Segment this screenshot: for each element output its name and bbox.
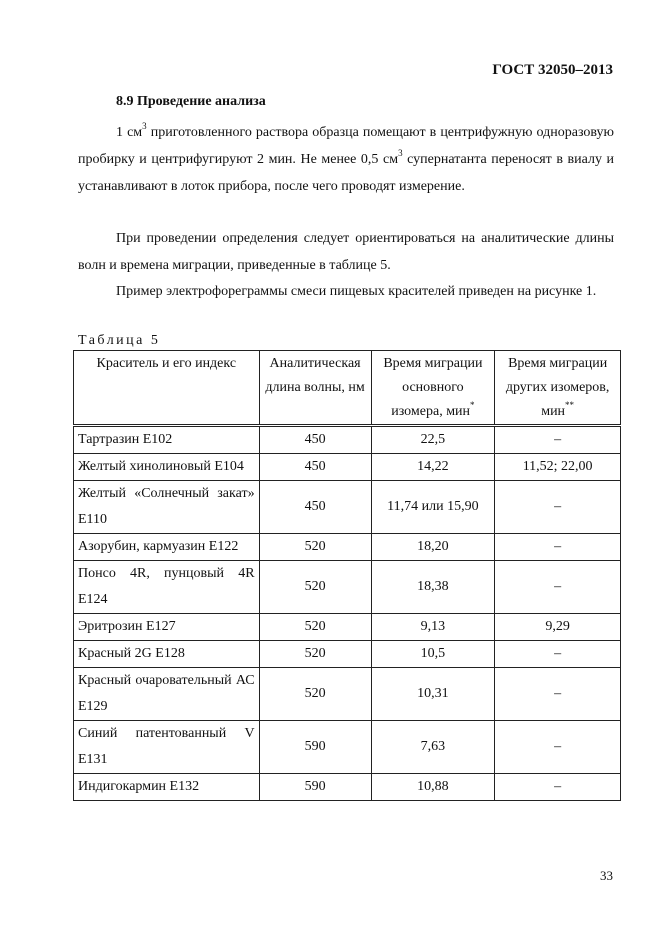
cell-wavelength: 520 [259, 561, 371, 614]
cell-other-migration: – [495, 668, 621, 721]
cell-wavelength: 450 [259, 454, 371, 481]
cell-main-migration: 18,20 [371, 534, 495, 561]
cell-other-migration: – [495, 774, 621, 801]
table-row [74, 561, 621, 614]
table-row [74, 426, 621, 454]
cell-main-migration: 10,88 [371, 774, 495, 801]
cell-main-migration: 10,5 [371, 641, 495, 668]
page-number: 33 [600, 868, 613, 883]
cell-other-migration: – [495, 721, 621, 774]
cell-main-migration: 22,5 [371, 426, 495, 454]
cell-dye: Эритрозин Е127 [74, 614, 260, 641]
cell-wavelength: 520 [259, 534, 371, 561]
cell-wavelength: 520 [259, 614, 371, 641]
table-row [74, 454, 621, 481]
cell-wavelength: 590 [259, 721, 371, 774]
cell-dye: Понсо 4R, пунцовый 4R Е124 [74, 561, 260, 614]
cell-dye: Синий патентованный V Е131 [74, 721, 260, 774]
cell-main-migration: 18,38 [371, 561, 495, 614]
paragraph-electropherogram: Пример электрофореграммы смеси пищевых красителей приведен на рисунке 1. [116, 284, 597, 299]
table-row [74, 721, 621, 774]
paragraph-sample-prep: 1 $см^3$ приготовленного раствора образца помещают в центрифужную одноразовую пробирку и центрифугируют 2 мин. Не менее 0,5 $см^3$ супернатанта переносят в виалу и устанавливают в лоток прибора, после чего проводят измерение. [78, 121, 614, 194]
cell-main-migration: 11,74 или 15,90 [371, 481, 495, 534]
dye-table [73, 350, 621, 801]
table-row [74, 668, 621, 721]
cell-other-migration: – [495, 561, 621, 614]
table-row [74, 614, 621, 641]
cell-dye: Азорубин, кармуазин Е122 [74, 534, 260, 561]
header-other-migration: Время миграции других изомеров, мин** [495, 351, 621, 426]
table-caption: Таблица 5 [78, 333, 161, 348]
cell-wavelength: 590 [259, 774, 371, 801]
cell-dye: Красный очаровательный АС Е129 [74, 668, 260, 721]
cell-wavelength: 520 [259, 668, 371, 721]
header-dye: Краситель и его индекс [74, 351, 260, 426]
header-main-migration: Время миграции основного изомера, мин* [371, 351, 495, 426]
cell-dye: Желтый «Солнечный закат» Е110 [74, 481, 260, 534]
header-wavelength: Аналитическая длина волны, нм [259, 351, 371, 426]
cell-dye: Красный 2G Е128 [74, 641, 260, 668]
table-row [74, 481, 621, 534]
cell-wavelength: 450 [259, 426, 371, 454]
cell-main-migration: 14,22 [371, 454, 495, 481]
table-row [74, 641, 621, 668]
paragraph-wavelengths: При проведении определения следует ориентироваться на аналитические длины волн и времена миграции, приведенные в таблице 5. [78, 231, 614, 273]
table-row [74, 534, 621, 561]
section-title: 8.9 Проведение анализа [116, 94, 266, 109]
table-header-row [74, 351, 621, 426]
cell-main-migration: 9,13 [371, 614, 495, 641]
cell-wavelength: 450 [259, 481, 371, 534]
cell-main-migration: 7,63 [371, 721, 495, 774]
document-id: ГОСТ 32050–2013 [492, 62, 613, 78]
cell-main-migration: 10,31 [371, 668, 495, 721]
cell-other-migration: – [495, 481, 621, 534]
cell-other-migration: 11,52; 22,00 [495, 454, 621, 481]
table-row [74, 774, 621, 801]
cell-other-migration: – [495, 426, 621, 454]
cell-other-migration: – [495, 534, 621, 561]
cell-other-migration: 9,29 [495, 614, 621, 641]
cell-dye: Тартразин Е102 [74, 426, 260, 454]
cell-dye: Индигокармин Е132 [74, 774, 260, 801]
cell-dye: Желтый хинолиновый Е104 [74, 454, 260, 481]
cell-other-migration: – [495, 641, 621, 668]
cell-wavelength: 520 [259, 641, 371, 668]
